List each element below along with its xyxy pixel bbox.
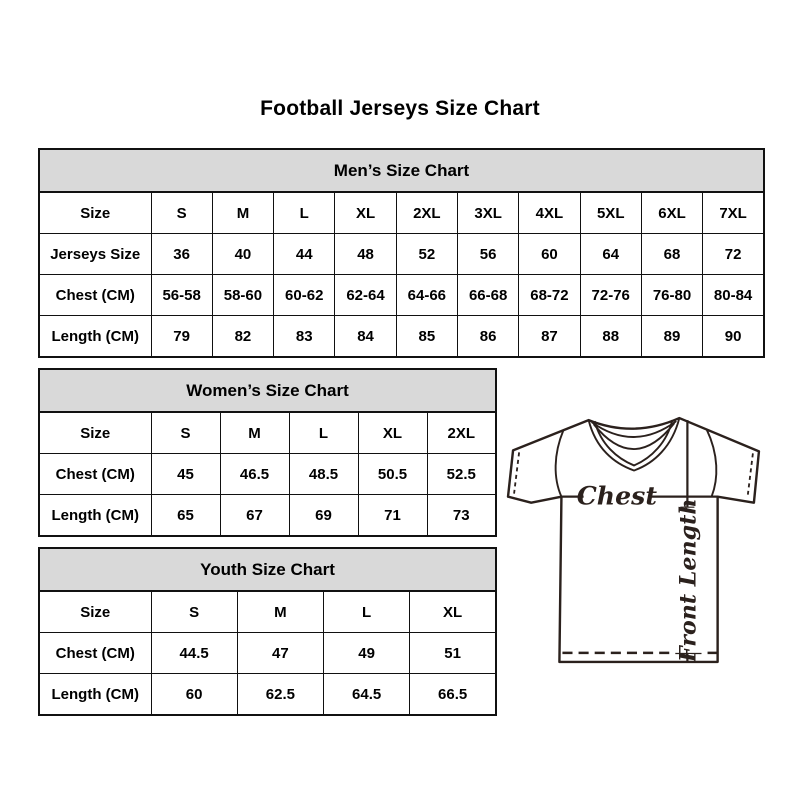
jersey-measurement-diagram <box>505 414 767 666</box>
table-cell: 64-66 <box>396 275 457 316</box>
table-cell: 44 <box>274 234 335 275</box>
table-cell: 60 <box>151 674 237 716</box>
table-cell: 66.5 <box>410 674 496 716</box>
table-row <box>39 275 764 316</box>
table-cell: S <box>151 192 212 234</box>
front-length-label: Front Length <box>675 498 702 663</box>
table-cell: 56 <box>457 234 518 275</box>
shoulder-seam-right-icon <box>707 429 717 497</box>
table-row <box>39 674 496 716</box>
table-row <box>39 316 764 358</box>
table-cell: 72-76 <box>580 275 641 316</box>
table-cell: M <box>220 412 289 454</box>
table-cell: 51 <box>410 633 496 674</box>
table-cell: 49 <box>324 633 410 674</box>
table-cell: 45 <box>151 454 220 495</box>
table-cell: M <box>212 192 273 234</box>
table-cell: S <box>151 412 220 454</box>
womens-size-table <box>38 368 497 537</box>
table-cell: 4XL <box>519 192 580 234</box>
table-cell: 48 <box>335 234 396 275</box>
table-row <box>39 454 496 495</box>
table-cell: S <box>151 591 237 633</box>
table-row <box>39 591 496 633</box>
table-cell: 44.5 <box>151 633 237 674</box>
table-row <box>39 633 496 674</box>
womens-table-title: Women’s Size Chart <box>39 369 496 412</box>
table-cell: 65 <box>151 495 220 537</box>
table-cell: M <box>237 591 323 633</box>
sleeve-stitch-left-icon <box>514 452 519 493</box>
table-cell: 52.5 <box>427 454 496 495</box>
table-cell: 2XL <box>427 412 496 454</box>
row-label: Length (CM) <box>39 674 151 716</box>
table-cell: 89 <box>641 316 702 358</box>
table-header-row <box>39 369 496 412</box>
table-cell: L <box>289 412 358 454</box>
table-cell: XL <box>410 591 496 633</box>
youth-table-title: Youth Size Chart <box>39 548 496 591</box>
page-title: Football Jerseys Size Chart <box>260 97 540 120</box>
table-cell: 90 <box>703 316 764 358</box>
table-cell: 47 <box>237 633 323 674</box>
youth-size-table <box>38 547 497 716</box>
table-cell: 87 <box>519 316 580 358</box>
table-cell: 2XL <box>396 192 457 234</box>
table-cell: 76-80 <box>641 275 702 316</box>
table-header-row <box>39 548 496 591</box>
table-cell: 46.5 <box>220 454 289 495</box>
table-cell: 58-60 <box>212 275 273 316</box>
row-label: Size <box>39 591 151 633</box>
table-cell: 50.5 <box>358 454 427 495</box>
table-cell: 64.5 <box>324 674 410 716</box>
vneck-collar-icon <box>589 418 680 470</box>
table-cell: 48.5 <box>289 454 358 495</box>
table-cell: 66-68 <box>457 275 518 316</box>
row-label: Chest (CM) <box>39 275 151 316</box>
table-cell: 62.5 <box>237 674 323 716</box>
sleeve-stitch-right-icon <box>748 453 753 494</box>
row-label: Chest (CM) <box>39 454 151 495</box>
table-cell: XL <box>358 412 427 454</box>
mens-size-table <box>38 148 765 358</box>
jersey-outline-icon <box>508 418 759 662</box>
table-cell: 60 <box>519 234 580 275</box>
row-label: Jerseys Size <box>39 234 151 275</box>
table-cell: 79 <box>151 316 212 358</box>
table-row <box>39 234 764 275</box>
table-cell: 71 <box>358 495 427 537</box>
table-cell: L <box>324 591 410 633</box>
table-cell: 3XL <box>457 192 518 234</box>
mens-table-title: Men’s Size Chart <box>39 149 764 192</box>
table-cell: 40 <box>212 234 273 275</box>
row-label: Size <box>39 192 151 234</box>
row-label: Length (CM) <box>39 316 151 358</box>
table-cell: 60-62 <box>274 275 335 316</box>
row-label: Length (CM) <box>39 495 151 537</box>
table-row <box>39 412 496 454</box>
table-row <box>39 495 496 537</box>
table-cell: 5XL <box>580 192 641 234</box>
row-label: Chest (CM) <box>39 633 151 674</box>
table-cell: L <box>274 192 335 234</box>
table-cell: 62-64 <box>335 275 396 316</box>
table-row <box>39 192 764 234</box>
table-header-row <box>39 149 764 192</box>
table-cell: 68 <box>641 234 702 275</box>
table-cell: 7XL <box>703 192 764 234</box>
table-cell: 86 <box>457 316 518 358</box>
chest-label: Chest <box>576 480 657 511</box>
table-cell: XL <box>335 192 396 234</box>
table-cell: 80-84 <box>703 275 764 316</box>
table-cell: 56-58 <box>151 275 212 316</box>
table-cell: 36 <box>151 234 212 275</box>
table-cell: 84 <box>335 316 396 358</box>
table-cell: 88 <box>580 316 641 358</box>
row-label: Size <box>39 412 151 454</box>
front-length-label-group <box>673 499 701 663</box>
table-cell: 64 <box>580 234 641 275</box>
table-cell: 69 <box>289 495 358 537</box>
table-cell: 52 <box>396 234 457 275</box>
table-cell: 67 <box>220 495 289 537</box>
table-cell: 85 <box>396 316 457 358</box>
table-cell: 72 <box>703 234 764 275</box>
shoulder-seam-left-icon <box>556 430 564 497</box>
table-cell: 73 <box>427 495 496 537</box>
table-cell: 83 <box>274 316 335 358</box>
table-cell: 6XL <box>641 192 702 234</box>
table-cell: 82 <box>212 316 273 358</box>
table-cell: 68-72 <box>519 275 580 316</box>
